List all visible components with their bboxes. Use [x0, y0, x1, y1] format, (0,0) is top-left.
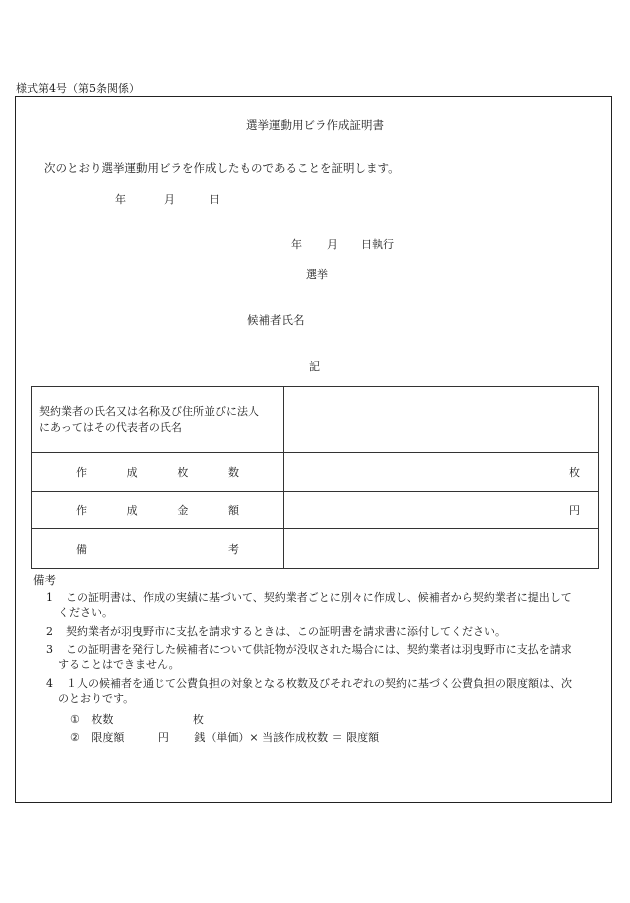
document-title: 選挙運動用ビラ作成証明書: [246, 118, 384, 132]
remarks-label: 備 考: [76, 542, 239, 556]
amount-unit: 円: [569, 504, 580, 517]
note-item: 2 契約業者が羽曳野市に支払を請求するときは、この証明書を請求書に添付してください。: [46, 625, 506, 638]
contractor-value-cell: [284, 387, 599, 453]
circled-two: ②: [70, 731, 80, 744]
certification-statement: 次のとおり選挙運動用ビラを作成したものであることを証明します。: [44, 161, 400, 175]
remarks-label-cell: [32, 529, 284, 569]
ki-label: 記: [309, 360, 320, 373]
issue-month: 月: [164, 193, 175, 206]
limit-amount-label: 限度額: [91, 731, 125, 744]
table-row: [32, 492, 599, 529]
count-item-unit: 枚: [192, 713, 204, 726]
election-label: 選挙: [306, 268, 328, 281]
table-row: [32, 529, 599, 569]
issue-day: 日: [209, 193, 220, 206]
form-number: 様式第4号（第5条関係）: [16, 82, 140, 95]
contractor-label-line: にあってはその代表者の氏名: [39, 420, 182, 434]
amount-label-cell: [32, 492, 284, 529]
note-item: 3 この証明書を発行した候補者について供託物が没収された場合には、契約業者は羽曳野市に支払を請求 することはできません。: [46, 643, 572, 671]
count-unit: 枚: [569, 466, 580, 479]
note-item: 4 １人の候補者を通じて公費負担の対象となる枚数及びそれぞれの契約に基づく公費負担の限度額は、次 のとおりです。: [46, 677, 572, 705]
count-label-cell: [32, 453, 284, 492]
contractor-label-cell: [32, 387, 284, 453]
limit-amount-line: [70, 729, 379, 745]
election-year: 年: [291, 238, 302, 251]
table-row: [32, 387, 599, 453]
limit-count-line: [70, 711, 204, 727]
remarks-value-cell: [284, 529, 599, 569]
issue-year: 年: [115, 193, 126, 206]
election-month: 月: [327, 238, 338, 251]
amount-label: 作 成 金 額: [76, 504, 239, 517]
amount-value-cell: [284, 492, 599, 529]
count-label: 作 成 枚 数: [76, 466, 239, 479]
details-table: [31, 386, 599, 569]
note-item: 1 この証明書は、作成の実績に基づいて、契約業者ごとに別々に作成し、候補者から契約業者に提出して ください。: [46, 591, 572, 619]
circled-one: ①: [70, 713, 80, 726]
notes-heading: 備考: [33, 573, 56, 587]
limit-formula: 銭（単価）× 当該作成枚数 ＝ 限度額: [194, 731, 380, 744]
count-value-cell: [284, 453, 599, 492]
yen-unit: 円: [157, 731, 169, 744]
election-day-executed: 日執行: [361, 238, 394, 251]
candidate-name-label: 候補者氏名: [247, 313, 305, 327]
table-row: [32, 453, 599, 492]
count-item-label: 枚数: [91, 713, 114, 726]
contractor-label-line: 契約業者の氏名又は名称及び住所並びに法人: [39, 404, 259, 418]
